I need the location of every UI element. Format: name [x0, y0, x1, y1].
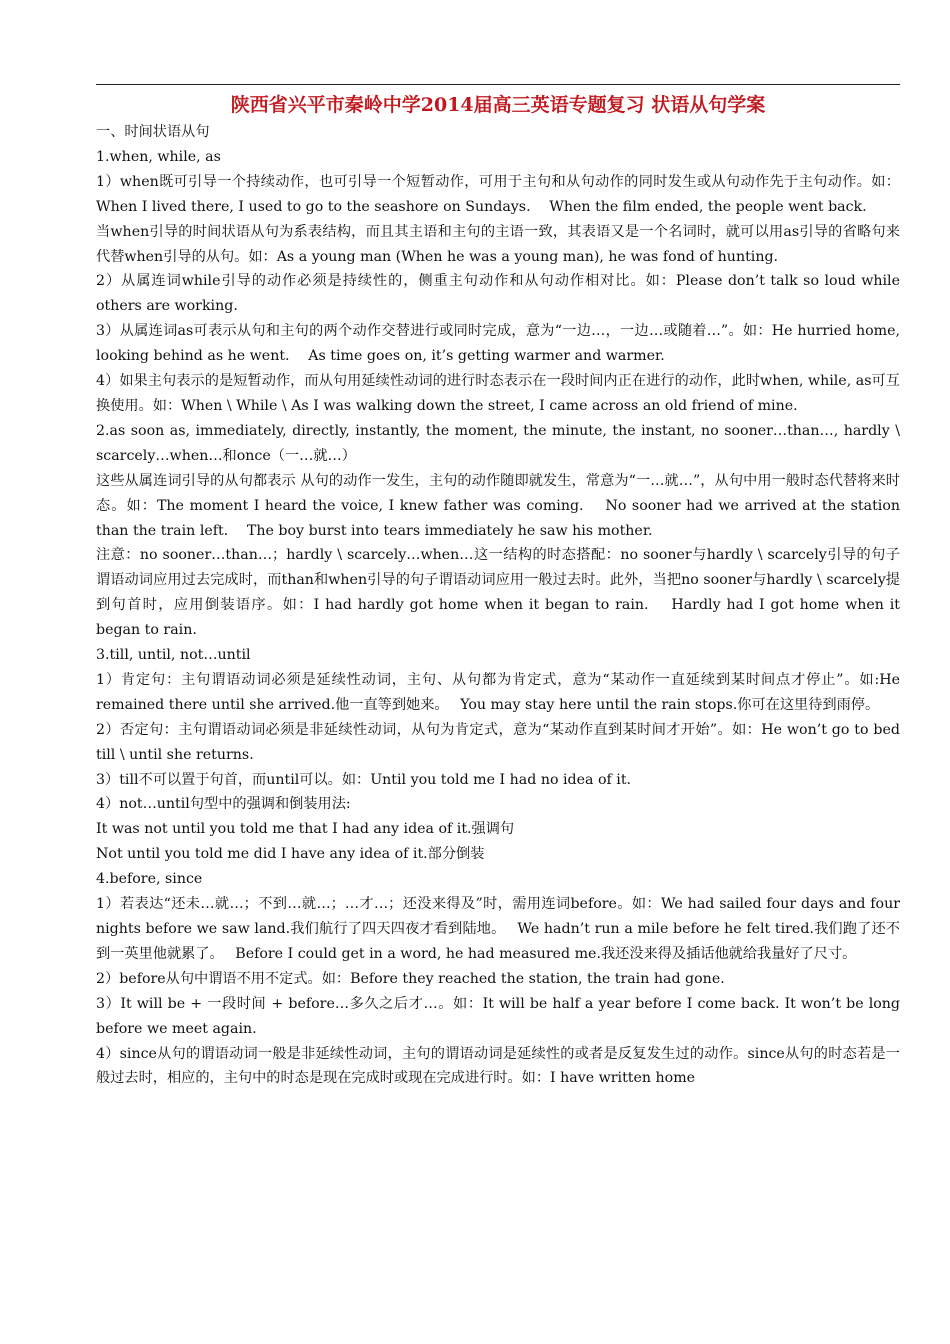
paragraph: 2）从属连词while引导的动作必须是持续性的，侧重主句动作和从句动作相对比。如：Please don’t talk so loud while others are working. [96, 273, 900, 315]
paragraph: 3）It will be + 一段时间 + before…多久之后才…。如：It will be half a year before I come back. It won’t be long before we meet again. [96, 995, 900, 1037]
paragraph: 1）若表达“还未…就…；不到…就…；…才…；还没来得及”时，需用连词before。如：We had sailed four days and four nights before we saw land.我们航行了四天四夜才看到陆地。 We hadn’t run a mile before he felt tired.我们跑了还不到一英里他就累了。 Before I could get in a word, he had measured me.我还没来得及插话他就给我量好了尺寸。 [96, 896, 900, 962]
subheading: 3.till, until, not…until [96, 647, 251, 664]
paragraph: 4）since从句的谓语动词一般是非延续性动词，主句的谓语动词是延续性的或者是反复发生过的动作。since从句的时态若是一般过去时，相应的，主句中的时态是现在完成时或现在完成进行时。如：I have written home [96, 1045, 900, 1087]
subheading: 4.before, since [96, 871, 203, 888]
paragraph: 2）before从句中谓语不用不定式。如：Before they reached the station, the train had gone. [96, 970, 725, 987]
paragraph: 1）肯定句：主句谓语动词必须是延续性动词，主句、从句都为肯定式，意为“某动作一直延续到某时间点才停止”。如:He remained there until she arrived.他一直等到她来。 You may stay here until the rain stops.你可在这里待到雨停。 [96, 671, 900, 713]
example-line: Not until you told me did I have any idea of it.部分倒装 [96, 846, 485, 863]
page-title: 陕西省兴平市秦岭中学2014届高三英语专题复习 状语从句学案 [230, 94, 766, 116]
subheading: 2.as soon as, immediately, directly, instantly, the moment, the minute, the instant, no sooner…than…, hardly \ scarcely…when…和once（一…就…） [96, 422, 900, 464]
paragraph: 4）not…until句型中的强调和倒装用法: [96, 796, 351, 813]
section-heading: 一、时间状语从句 [96, 124, 210, 140]
subheading: 1.when, while, as [96, 148, 221, 165]
paragraph: 3）从属连词as可表示从句和主句的两个动作交替进行或同时完成，意为“一边…，一边…或随着…”。如：He hurried home, looking behind as he went. As time goes on, it’s getting warmer and warmer. [96, 323, 900, 365]
paragraph: 4）如果主句表示的是短暂动作，而从句用延续性动词的进行时态表示在一段时间内正在进行的动作，此时when, while, as可互换使用。如：When \ While \ As I was walking down the street, I came across an old friend of mine. [96, 373, 900, 414]
paragraph: 2）否定句：主句谓语动词必须是非延续性动词，从句为肯定式，意为“某动作直到某时间才开始”。如：He won’t go to bed till \ until she returns. [96, 721, 900, 763]
paragraph: 这些从属连词引导的从句都表示 从句的动作一发生，主句的动作随即就发生，常意为“一…就…”，从句中用一般时态代替将来时态。如：The moment I heard the voice, I knew father was coming. No sooner had we arrived at the station than the train left. The boy burst into tears immediately he saw his mother. [96, 472, 900, 539]
example-line: It was not until you told me that I had any idea of it.强调句 [96, 821, 515, 838]
paragraph: 3）till不可以置于句首，而until可以。如：Until you told me I had no idea of it. [96, 771, 632, 788]
header-rule [96, 84, 900, 85]
document-body [96, 120, 900, 1091]
paragraph: 1）when既可引导一个持续动作，也可引导一个短暂动作，可用于主句和从句动作的同时发生或从句动作先于主句动作。如：When I lived there, I used to go to the seashore on Sundays. When the film ended, the people went back. [96, 173, 900, 215]
paragraph: 当when引导的时间状语从句为系表结构，而且其主语和主句的主语一致，其表语又是一个名词时，就可以用as引导的省略句来代替when引导的从句。如：As a young man (When he was a young man), he was fond of hunting. [96, 223, 900, 265]
note-paragraph: 注意：no sooner…than…；hardly \ scarcely…when…这一结构的时态搭配：no sooner与hardly \ scarcely引导的句子谓语动词应用过去完成时，而than和when引导的句子谓语动词应用一般过去时。此外，当把no sooner与hardly \ scarcely提到句首时，应用倒装语序。如：I had hardly got home when it began to rain. Hardly had I got home when it began to rain. [96, 547, 900, 639]
